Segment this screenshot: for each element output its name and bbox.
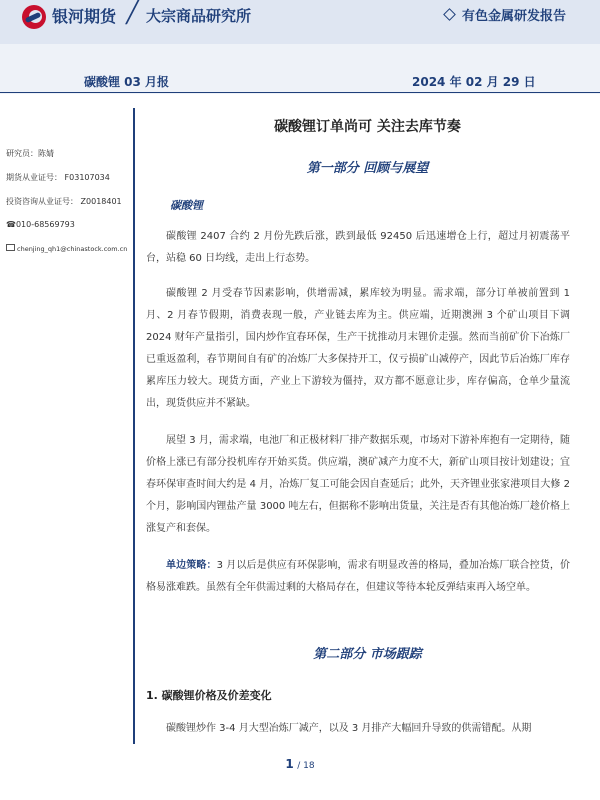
report-series: 有色金属研发报告 bbox=[462, 9, 567, 24]
paragraph-supply-demand: 碳酸锂 2 月受春节因素影响，供增需减，累库较为明显。需求端，部分订单被前置到 1 月、2 月春节假期，消费表现一般，产业链去库为主。供应端，近期澳洲 3 个矿山项目下调 2024 财年产量指引，国内炒作宜春环保，生产干扰推动月末锂价走强。然而当前矿价下冶炼厂已重返盈利，春节期间自有矿的冶炼厂大多保持开工，仅亏损矿山减停产，因此节后冶炼厂库存累库压力较大。现货方面，产业上下游较为僵持，双方都不愿意让步，库存偏高，仓单少量流出，现货供应并不紧缺。 bbox=[146, 288, 570, 409]
advisory-license: 投资咨询从业证号： Z0018401 bbox=[6, 197, 122, 206]
subheading-lithium-carbonate: 碳酸锂 bbox=[170, 199, 203, 212]
department-name: 大宗商品研究所 bbox=[146, 7, 252, 25]
mail-icon bbox=[6, 244, 15, 251]
paragraph-price-spread: 碳酸锂炒作 3-4 月大型冶炼厂减产，以及 3 月排产大幅回升导致的供需错配。从期 bbox=[166, 723, 532, 734]
diamond-icon bbox=[443, 8, 456, 21]
phone-number: ☎010-68569793 bbox=[6, 220, 75, 229]
header-slash: ╱ bbox=[126, 0, 140, 25]
brand-name: 银河期货 bbox=[52, 7, 117, 26]
document-title: 碳酸锂订单尚可 关注去库节奏 bbox=[274, 119, 461, 135]
researcher-name: 研究员：陈婧 bbox=[6, 149, 54, 158]
section-heading-review: 第一部分 回顾与展望 bbox=[306, 161, 429, 176]
paragraph-outlook: 展望 3 月，需求端，电池厂和正极材料厂排产数据乐观，市场对下游补库抱有一定期待，随价格上涨已有部分投机库存开始买货。供应端，澳矿减产力度不大，新矿山项目按计划建设；宜春环保审查时间大约是 4 月，冶炼厂复工可能会因自查延后；此外，天齐锂业张家港项目大修 2 个月，影响国内锂盐产量 3000 吨左右，但据称不影响出货量，关注是否有其他冶炼厂趁价格上涨复产和套保。 bbox=[146, 435, 570, 534]
report-date: 2024 年 02 月 29 日 bbox=[412, 75, 536, 89]
section-heading-market: 第二部分 市场跟踪 bbox=[313, 647, 422, 662]
heading-price-spread: 1. 碳酸锂价格及价差变化 bbox=[146, 689, 272, 702]
page-number: 1 bbox=[285, 757, 294, 771]
strategy-text: 3 月以后是供应有环保影响，需求有明显改善的格局，叠加冶炼厂联合控货，价格易涨难跌。虽然有全年供需过剩的大格局存在，但建议等待本轮反弹结束再入场空单。 bbox=[146, 560, 571, 593]
galaxy-logo-icon bbox=[22, 5, 46, 29]
report-header bbox=[0, 0, 600, 44]
header-divider bbox=[0, 92, 600, 93]
email-address[interactable]: chenjing_qh1@chinastock.com.cn bbox=[17, 245, 128, 253]
report-name: 碳酸锂 03 月报 bbox=[84, 75, 170, 89]
paragraph-price-review: 碳酸锂 2407 合约 2 月份先跌后涨，跌到最低 92450 后迅速增仓上行，超过月初震荡平台，站稳 60 日均线，走出上行态势。 bbox=[146, 231, 570, 264]
futures-license: 期货从业证号： F03107034 bbox=[6, 173, 110, 182]
page-footer bbox=[0, 757, 600, 771]
paragraph-strategy bbox=[146, 555, 570, 599]
email-line[interactable] bbox=[6, 244, 127, 253]
strategy-label: 单边策略： bbox=[166, 560, 217, 571]
page-total: / 18 bbox=[297, 761, 315, 771]
